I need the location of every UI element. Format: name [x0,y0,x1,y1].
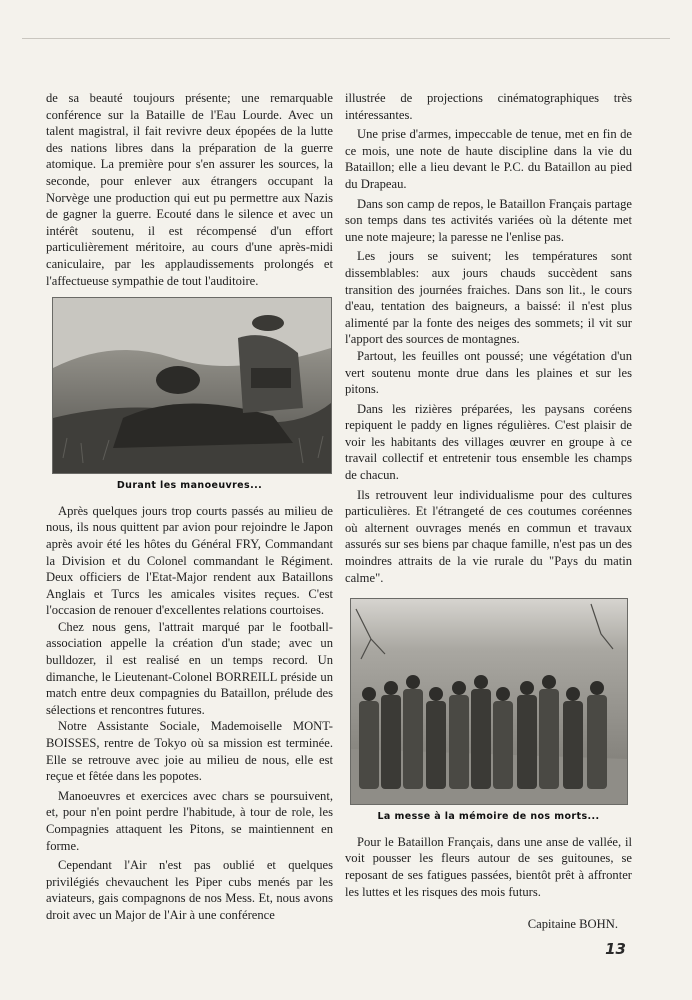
photo-manoeuvres-image [53,298,331,473]
right-column [345,90,632,933]
paragraph: Dans son camp de repos, le Bataillon Français partage son temps dans tes activités variées où la détente met une note majeure; la paresse ne l'enlise pas. [345,196,632,244]
top-rule [22,38,670,39]
figure-body [359,701,379,789]
paragraph: Après quelques jours trop courts passés au milieu de nous, ils nous quittent par avion pour rejoindre le Japon après avoir été les hôtes du Général FRY, Commandant la Division et du Colonel commandant le Régiment. Deux officiers de l'Etat-Major rendent aux Bataillons Anglais et Turcs les amicales visites reçues. C'est l'occasion de renouer d'excellentes relations courtoises. [46,503,333,618]
figure-head [452,681,466,695]
figure-head [542,675,556,689]
paragraph: Une prise d'armes, impeccable de tenue, met en fin de ce mois, une note de haute discipline dans la vie du Bataillon; elle a lieu devant le P.C. du Bataillon au pied du Drapeau. [345,127,632,191]
figure-body [517,695,537,789]
signature: Capitaine BOHN. [527,917,618,932]
photo-caption: La messe à la mémoire de nos morts... [377,811,600,823]
paragraph: Ils retrouvent leur individualisme pour des cultures particulières. Et l'étrangeté de ces coutumes coréennes où alternent ouvrages menés en commun et travaux assurés sur ses biens par chaque famille, n'est pas un des moindres attraits de la vie rurale du "Pays du matin calme". [345,487,632,585]
figure-head [429,687,443,701]
photo-messe [350,598,628,805]
paragraph: Chez nous gens, l'attrait marqué par le football-association appelle la création d'un stade; avec un bulldozer, il est realisé en un temps record. Un dimanche, le Lieutenant-Colonel BORREILL préside un match entre deux compagnies du Bataillon, prélude des sélections et rencontres futures. [46,619,333,717]
figure-body [471,689,491,789]
figure-head [590,681,604,695]
paragraph: Partout, les feuilles ont poussé; une végétation d'un vert soutenu monte drue dans les plaines et sur les pitons. [345,348,632,397]
figure-head [496,687,510,701]
photo-messe-image [351,599,627,804]
figure-body [539,689,559,789]
figure-body [563,701,583,789]
paragraph: de sa beauté toujours présente; une remarquable conférence sur la Bataille de l'Eau Lourde. Avec un talent magistral, il fait revivre deux épopées de la lutte des nations libres dans la préparation de la guerre atomique. La première pour s'en assurer les sources, la seconde, pour enlever aux étrangers occupant la Norvège une production qui eut pu permettre aux Nazis de gagner la guerre. Ecouté dans le silence et avec un intérêt soutenu, il est récompensé d'un effort particulièrement méritoire, au cours d'une après-midi caniculaire, par les applaudissements prolongés et l'affectueuse sympathie de tout l'auditoire. [46,91,333,288]
paragraph: Les jours se suivent; les températures sont dissemblables: aux jours chauds succèdent sans transition des journées fraiches. Dans son lit., le cours d'eau, tentation des baigneurs, a baissé: il n'est plus alimenté par la fonte des neiges des sommets; il vit sur l'apport des sources de montagnes. [345,249,632,347]
figure-body [493,701,513,789]
figure-body [426,701,446,789]
figure-head [384,681,398,695]
photo-caption: Durant les manoeuvres... [116,480,263,492]
figure-head [566,687,580,701]
photo-manoeuvres [52,297,332,474]
figure-head [406,675,420,689]
page-number: 13 [605,940,626,958]
figure-body [449,695,469,789]
paragraph: illustrée de projections cinématographiques très intéressantes. [345,91,632,122]
figure-head [474,675,488,689]
figure-head [362,687,376,701]
figure-body [587,695,607,789]
figure-head [520,681,534,695]
paragraph: Pour le Bataillon Français, dans une anse de vallée, il voit pousser les fleurs autour de ses guitounes, se reposant de ses fatigues passées, bientôt prêt à affronter les luttes et les risques des mois futurs. [345,834,632,899]
figure-body [381,695,401,789]
figure-body [403,689,423,789]
paragraph: Cependant l'Air n'est pas oublié et quelques privilégiés chevauchent les Piper cubs menés par les aviateurs, gais compagnons de nos Mess. Et, nous avons droit avec un Major de l'Air à une conférence [46,858,333,922]
paragraph: Notre Assistante Sociale, Mademoiselle MONT-BOISSES, rentre de Tokyo où sa mission est terminée. Elle se retrouve avec joie au milieu de nous, elle est reçue et fêtée dans les popotes. [46,719,333,784]
paragraph: Manoeuvres et exercices avec chars se poursuivent, et, pour n'en point perdre l'habitude, à tour de role, les Compagnies attaquent les Pitons, se maintiennent en forme. [46,788,333,853]
paragraph: Dans les rizières préparées, les paysans coréens repiquent le paddy en lignes régulières. C'est plaisir de voir les habitants des villages œuvrer en groupe à ce travail collectif et entretenir tous ensemble les champs de chacun. [345,401,632,483]
left-column [46,90,333,924]
